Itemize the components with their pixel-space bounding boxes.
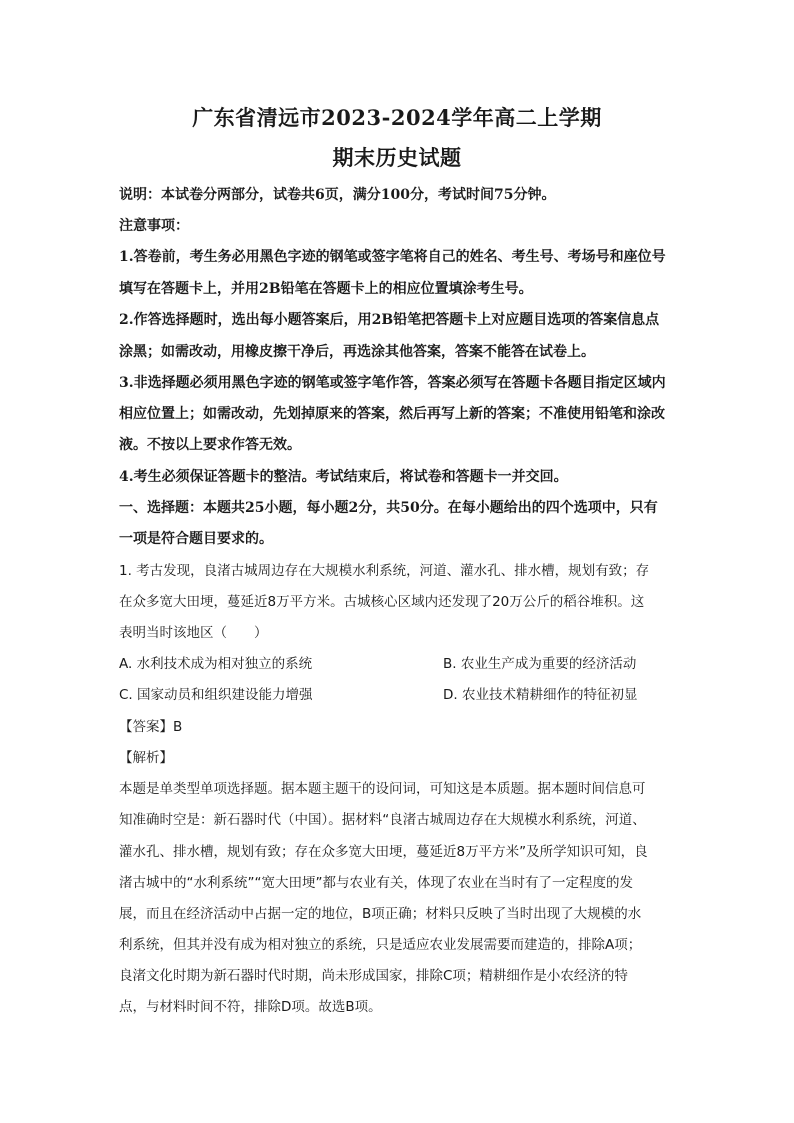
question-1-analysis-line-7: 良渚文化时期为新石器时代时期，尚未形成国家，排除C项；精耕细作是小农经济的特 — [119, 968, 628, 984]
question-1-answer: 【答案】B — [119, 719, 183, 735]
exam-subtitle: 期末历史试题 — [332, 145, 462, 170]
notice-item-3-line-1: 3.非选择题必须用黑色字迹的钢笔或签字笔作答，答案必须写在答题卡各题目指定区域内 — [119, 375, 666, 391]
notice-item-3-line-3: 液。不按以上要求作答无效。 — [119, 437, 301, 453]
question-1-option-b: B. 农业生产成为重要的经济活动 — [443, 656, 637, 672]
notice-item-2-line-2: 涂黑；如需改动，用橡皮擦干净后，再选涂其他答案，答案不能答在试卷上。 — [119, 344, 595, 360]
section-heading-line-1: 一、选择题：本题共25小题，每小题2分，共50分。在每小题给出的四个选项中，只有 — [119, 500, 658, 516]
question-1-stem-line-3: 表明当时该地区（ ） — [119, 625, 268, 641]
notice-item-3-line-2: 相应位置上；如需改动，先划掉原来的答案，然后再写上新的答案；不准使用铅笔和涂改 — [119, 406, 665, 422]
exam-title: 广东省清远市2023-2024学年高二上学期 — [192, 105, 602, 130]
question-1-analysis-line-6: 利系统，但其并没有成为相对独立的系统，只是适应农业发展需要而建造的，排除A项； — [119, 937, 642, 953]
notice-heading: 注意事项： — [119, 218, 189, 234]
question-1-analysis-line-8: 点，与材料时间不符，排除D项。故选B项。 — [119, 999, 382, 1015]
exam-description: 说明：本试卷分两部分，试卷共6页，满分100分，考试时间75分钟。 — [119, 187, 556, 203]
question-1-stem-line-2: 在众多宽大田埂，蔓延近8万平方米。古城核心区域内还发现了20万公斤的稻谷堆积。这 — [119, 594, 645, 610]
question-1-option-c: C. 国家动员和组织建设能力增强 — [119, 687, 313, 703]
question-1-analysis-line-3: 灌水孔、排水槽，规划有致；存在众多宽大田埂，蔓延近8万平方米”及所学知识可知，良 — [119, 844, 648, 860]
section-heading-line-2: 一项是符合题目要求的。 — [119, 531, 273, 547]
notice-item-1-line-2: 填写在答题卡上，并用2B铅笔在答题卡上的相应位置填涂考生号。 — [119, 281, 533, 297]
question-1-option-a: A. 水利技术成为相对独立的系统 — [119, 656, 313, 672]
notice-item-4: 4.考生必须保证答题卡的整洁。考试结束后，将试卷和答题卡一并交回。 — [119, 469, 568, 485]
notice-item-1-line-1: 1.答卷前，考生务必用黑色字迹的钢笔或签字笔将自己的姓名、考生号、考场号和座位号 — [119, 249, 666, 265]
question-1-analysis-line-2: 知准确时空是：新石器时代（中国）。据材料“良渚古城周边存在大规模水利系统，河道、 — [119, 812, 646, 828]
question-1-analysis-heading: 【解析】 — [119, 750, 173, 766]
question-1-stem-line-1: 1. 考古发现，良渚古城周边存在大规模水利系统，河道、灌水孔、排水槽，规划有致；存 — [119, 563, 650, 579]
question-1-analysis-line-1: 本题是单类型单项选择题。据本题主题干的设问词，可知这是本质题。据本题时间信息可 — [119, 781, 646, 797]
notice-item-2-line-1: 2.作答选择题时，选出每小题答案后，用2B铅笔把答题卡上对应题目选项的答案信息点 — [119, 312, 660, 328]
question-1-analysis-line-5: 展，而且在经济活动中占据一定的地位，B项正确；材料只反映了当时出现了大规模的水 — [119, 906, 642, 922]
question-1-analysis-line-4: 渚古城中的“水利系统”“宽大田埂”都与农业有关，体现了农业在当时有了一定程度的发 — [119, 875, 633, 891]
question-1-option-d: D. 农业技术精耕细作的特征初显 — [443, 687, 638, 703]
